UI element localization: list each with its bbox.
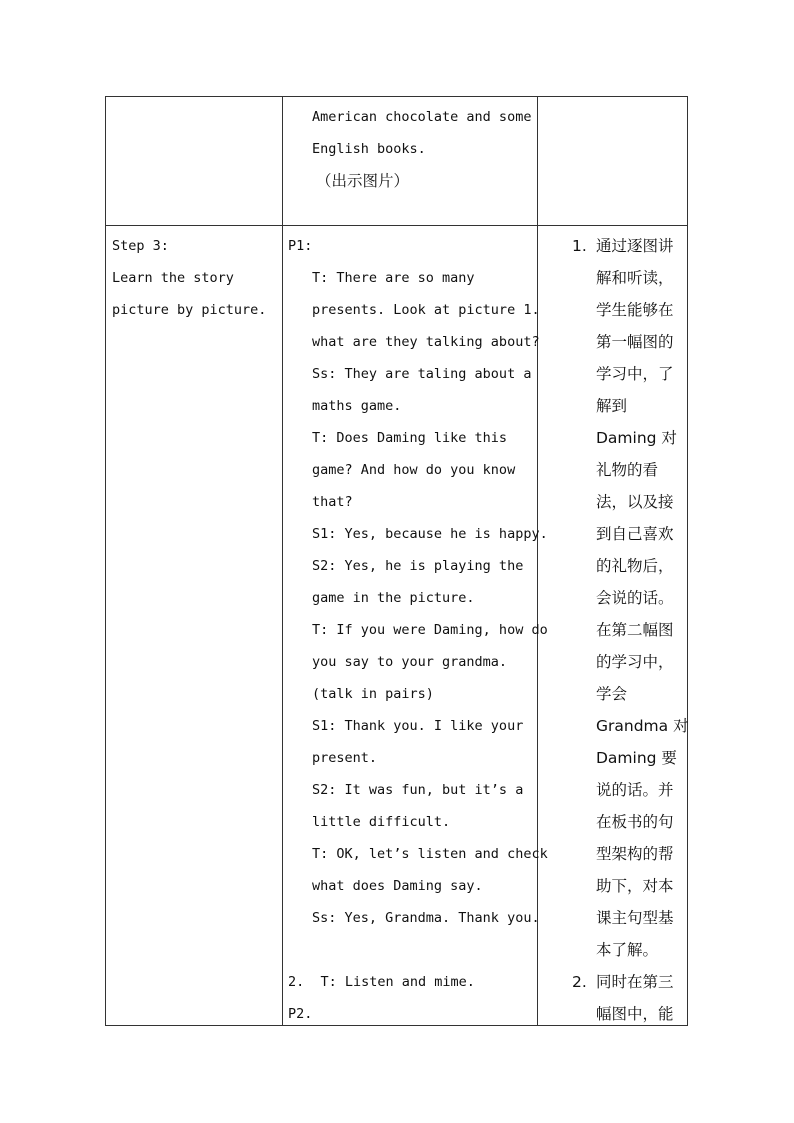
purpose-item-2: [572, 966, 689, 998]
text-line: Daming 对: [596, 429, 677, 447]
text-line: 本了解。: [596, 941, 659, 959]
text-line: 的礼物后，: [596, 557, 674, 575]
text-line: 第一幅图的: [596, 333, 674, 351]
list-number: 1.: [572, 237, 587, 255]
text-line: Daming 要: [596, 749, 677, 767]
step-cell: [112, 230, 266, 326]
text-line: P2.: [288, 1006, 313, 1022]
text-line: （出示图片）: [316, 172, 410, 190]
text-line: 会说的话。: [596, 589, 674, 607]
text-line: 在第二幅图: [596, 621, 674, 639]
text-line: what does Daming say.: [312, 878, 483, 894]
text-line: S1: Yes, because he is happy.: [312, 526, 548, 542]
text-line: S2: Yes, he is playing the: [312, 558, 524, 574]
table-top-border: [105, 96, 688, 97]
text-line: 学习中，了: [596, 365, 674, 383]
text-line: little difficult.: [312, 814, 451, 830]
text-line: Ss: Yes, Grandma. Thank you.: [312, 910, 540, 926]
text-line: English books.: [312, 141, 426, 157]
text-line: 2. T: Listen and mime.: [288, 974, 475, 990]
text-line: 在板书的句: [596, 813, 674, 831]
text-line: 学会: [596, 685, 628, 703]
text-line: 幅图中，能: [596, 1005, 674, 1023]
text-line: 型架构的帮: [596, 845, 674, 863]
text-line: T: Does Daming like this: [312, 430, 508, 446]
text-line: P1:: [288, 238, 313, 254]
text-line: present.: [312, 750, 378, 766]
text-line: picture by picture.: [112, 302, 267, 318]
text-line: T: There are so many: [312, 270, 475, 286]
text-line: (talk in pairs): [312, 686, 434, 702]
table-left-border: [105, 96, 106, 1026]
blank-line: [288, 934, 548, 966]
purpose-cell: [572, 230, 689, 1030]
text-line: game in the picture.: [312, 590, 475, 606]
text-line: Ss: They are taling about a: [312, 366, 532, 382]
purpose-item-1: [572, 230, 689, 262]
text-line: S1: Thank you. I like your: [312, 718, 524, 734]
text-line: 到自己喜欢: [596, 525, 674, 543]
text-line: game? And how do you know: [312, 462, 516, 478]
text-line: presents. Look at picture 1.: [312, 302, 540, 318]
text-line: maths game.: [312, 398, 402, 414]
row1-activity-cell: [312, 101, 531, 197]
text-line: what are they talking about?: [312, 334, 540, 350]
text-line: you say to your grandma.: [312, 654, 508, 670]
text-line: 通过逐图讲: [596, 237, 674, 255]
text-line: American chocolate and some: [312, 109, 532, 125]
row-divider: [105, 225, 688, 226]
lesson-plan-table: [105, 96, 688, 1026]
text-line: Learn the story: [112, 270, 234, 286]
text-line: T: OK, let’s listen and check: [312, 846, 548, 862]
text-line: 同时在第三: [596, 973, 674, 991]
text-line: 法，以及接: [596, 493, 674, 511]
list-number: 2.: [572, 973, 587, 991]
text-line: 助下，对本: [596, 877, 674, 895]
step-title: Step 3:: [112, 238, 169, 254]
text-line: 解到: [596, 397, 628, 415]
text-line: 解和听读，: [596, 269, 674, 287]
column-divider-1: [282, 96, 283, 1026]
activity-cell: [288, 230, 548, 1030]
text-line: that?: [312, 494, 353, 510]
text-line: 课主句型基: [596, 909, 674, 927]
text-line: 学生能够在: [596, 301, 674, 319]
text-line: 说的话。并: [596, 781, 674, 799]
text-line: T: If you were Daming, how do: [312, 622, 548, 638]
text-line: 礼物的看: [596, 461, 659, 479]
text-line: Grandma 对: [596, 717, 689, 735]
text-line: 的学习中，: [596, 653, 674, 671]
text-line: S2: It was fun, but it’s a: [312, 782, 524, 798]
